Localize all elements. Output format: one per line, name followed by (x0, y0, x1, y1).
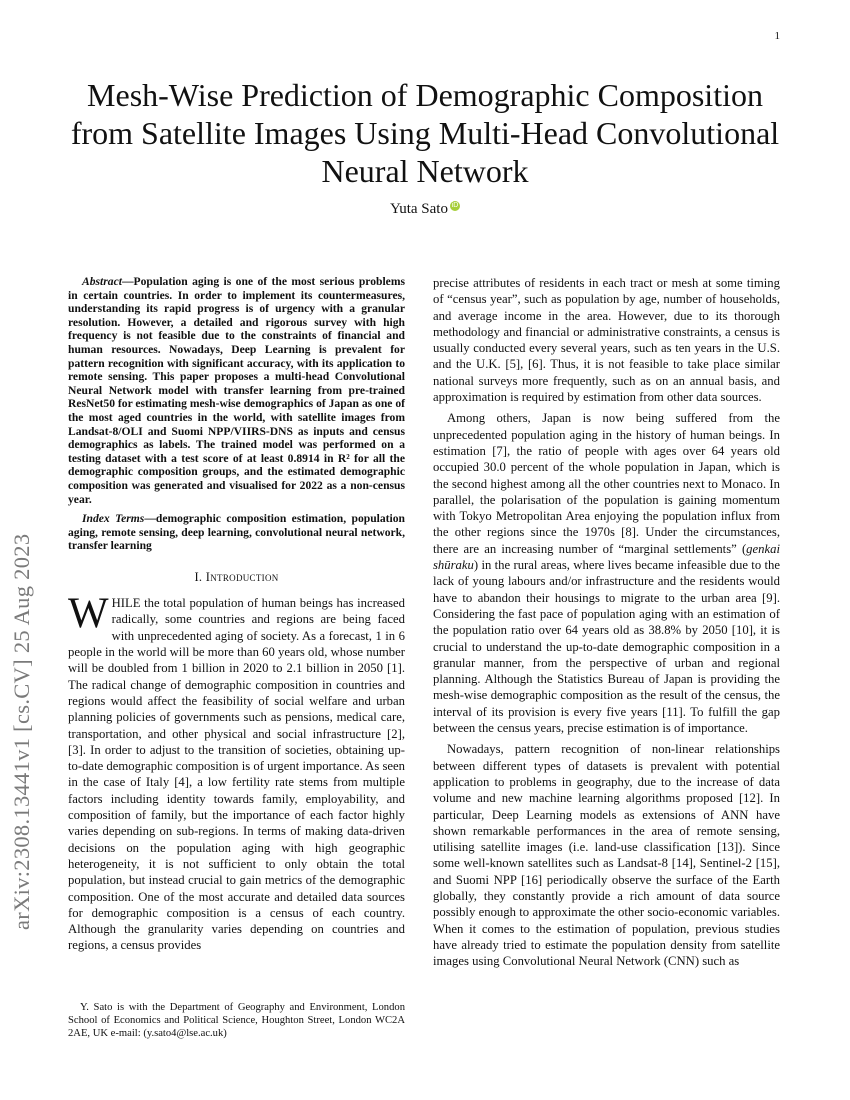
index-terms-text: —demographic composition estimation, population aging, remote sensing, deep learning, convolutional neural network, transfer learning (68, 512, 405, 553)
right-column (433, 275, 780, 969)
right-paragraph-3: Nowadays, pattern recognition of non-linear relationships between different types of datasets is prevalent with potential application to problems in geography, due to the increase of data volume and new machine learning algorithms proposed [12]. In particular, Deep Learning models as extensions of ANN have shown remarkable performances in the area of remote sensing, utilising satellite images (i.e. land-use classification [13]). Since some well-known satellites such as Landsat-8 [14], Sentinel-2 [15], and Suomi NPP [16] periodically observe the surface of the Earth globally, they constantly provide a rich amount of data source possibly enough to approximate the other socio-economic variables. When it comes to the estimation of population, previous studies have already tried to estimate the population density from satellite images using Convolutional Neural Network (CNN) such as (433, 742, 780, 969)
arxiv-stamp[interactable]: arXiv:2308.13441v1 [cs.CV] 25 Aug 2023 (9, 533, 34, 930)
right-paragraph-2-b: ) in the rural areas, where lives became infeasible due to the lack of young labours and/or infrastructure and the residents would have to abandon their housings to migrate to the urban area [9]. Considering the fast pace of population aging with an estimation of the population ratio over 64 years old as 38.8% by 2050 [10], it is crucial to understand the up-to-date demographic composition in a granular manner, from the perspective of urban and regional planning. Although the Statistics Bureau of Japan is providing the mesh-wise demographic composition as the result of the census, the interval of its provision is every five years [11]. To fulfill the gap between the census years, precise estimation is of importance. (433, 558, 780, 736)
intro-lead: HILE (111, 596, 141, 611)
section-heading (68, 569, 405, 585)
index-terms (68, 512, 405, 553)
page-number: 1 (774, 30, 780, 42)
abstract-text: —Population aging is one of the most serious problems in certain countries. In order to implement its countermeasures, understanding its rapid progress is of urgency with a granular resolution. However, a detailed and rigorous survey with high frequency is not feasible due to the constraints of financial and human resources. Nowadays, Deep Learning is prevalent for pattern recognition with significant accuracy, with its application to remote sensing. This paper proposes a multi-head Convolutional Neural Network model with transfer learning from pre-trained ResNet50 for estimating mesh-wise demographics of Japan as one of the most aged countries in the world, with satellite images from Landsat-8/OLI and Suomi NPP/VIIRS-DNS as inputs and census demographics as labels. The trained model was performed on a testing dataset with a test score of at least 0.8914 in R² for all the demographic composition groups, and the estimated demographic composition was generated and visualised for 2022 as a non-census year. (68, 275, 405, 506)
left-column (68, 275, 405, 954)
abstract (68, 275, 405, 506)
index-terms-label: Index Terms (82, 512, 145, 526)
right-paragraph-2 (433, 410, 780, 736)
author-line (0, 201, 850, 218)
section-number: I. (194, 569, 203, 584)
author-name: Yuta Sato (390, 201, 448, 217)
abstract-label: Abstract (82, 275, 122, 288)
right-paragraph-1: precise attributes of residents in each tract or mesh at some timing of “census year”, such as population by age, number of households, and average income in the area. However, due to its thorough methodology and financial or administrative constraints, a census is usually conducted every several years, such as ten years in the U.S. and the U.K. [5], [6]. Thus, it is not feasible to take place similar national surveys more frequently, such as on an annual basis, and approximation is required by estimation from other data sources. (433, 276, 780, 405)
section-title-rest: ntroduction (210, 569, 279, 584)
drop-cap: W (68, 590, 109, 638)
section-first-letter: I (205, 569, 211, 584)
paper-title: Mesh-Wise Prediction of Demographic Composition from Satellite Images Using Multi-Head Convolutional Neural Network (70, 77, 780, 189)
footnote (68, 1001, 405, 1040)
right-paragraph-2-em: genkai shūraku (433, 541, 780, 573)
orcid-icon[interactable]: iD (451, 202, 459, 209)
right-paragraph-2-a: Among others, Japan is now being suffered from the unprecedented population aging in the history of human beings. In estimation [7], the ratio of people with ages over 64 years old occupied 30.0 percent of the whole population in Japan, which is the second highest among all the other countries next to Monaco. In parallel, the polarisation of the population is gaining momentum with Tokyo Metropolitan Area enjoying the population influx from the other regions since the 1970s [8]. Under the circumstances, there are an increasing number of “marginal settlements” ( (433, 411, 780, 556)
footnote-text: Y. Sato is with the Department of Geography and Environment, London School of Economics and Political Science, Houghton Street, London WC2A 2AE, UK e-mail: (y.sato4@lse.ac.uk) (68, 1002, 405, 1039)
intro-paragraph (68, 590, 405, 954)
intro-text: the total population of human beings has increased radically, some countries and regions are being faced with unprecedented aging of society. As a forecast, 1 in 6 people in the world will be more than 60 years old, whose number will be doubled from 1 billion in 2020 to 2.1 billion in 2050 [1]. The radical change of demographic composition in countries and regions would affect the feasibility of social welfare and urban planning policies of governments such as pensions, medical care, transportation, and other physical and social infrastructure [2], [3]. In order to adjust to the transition of societies, obtaining up-to-date demographic composition is of urgent importance. As seen in the case of Italy [4], a low fertility rate stems from multiple factors including identity towards family, employability, and composition of family, but the importance of each factor highly varies depending on sub-regions. In terms of making data-driven decisions on the population aging with high geographic heterogeneity, it is not sufficient to only obtain the total population, but instead crucial to gain metrics of the demographic composition. One of the most accurate and detailed data sources for demographic composition is a census of each country. Although the granularity varies depending on countries and regions, a census provides (68, 596, 405, 953)
